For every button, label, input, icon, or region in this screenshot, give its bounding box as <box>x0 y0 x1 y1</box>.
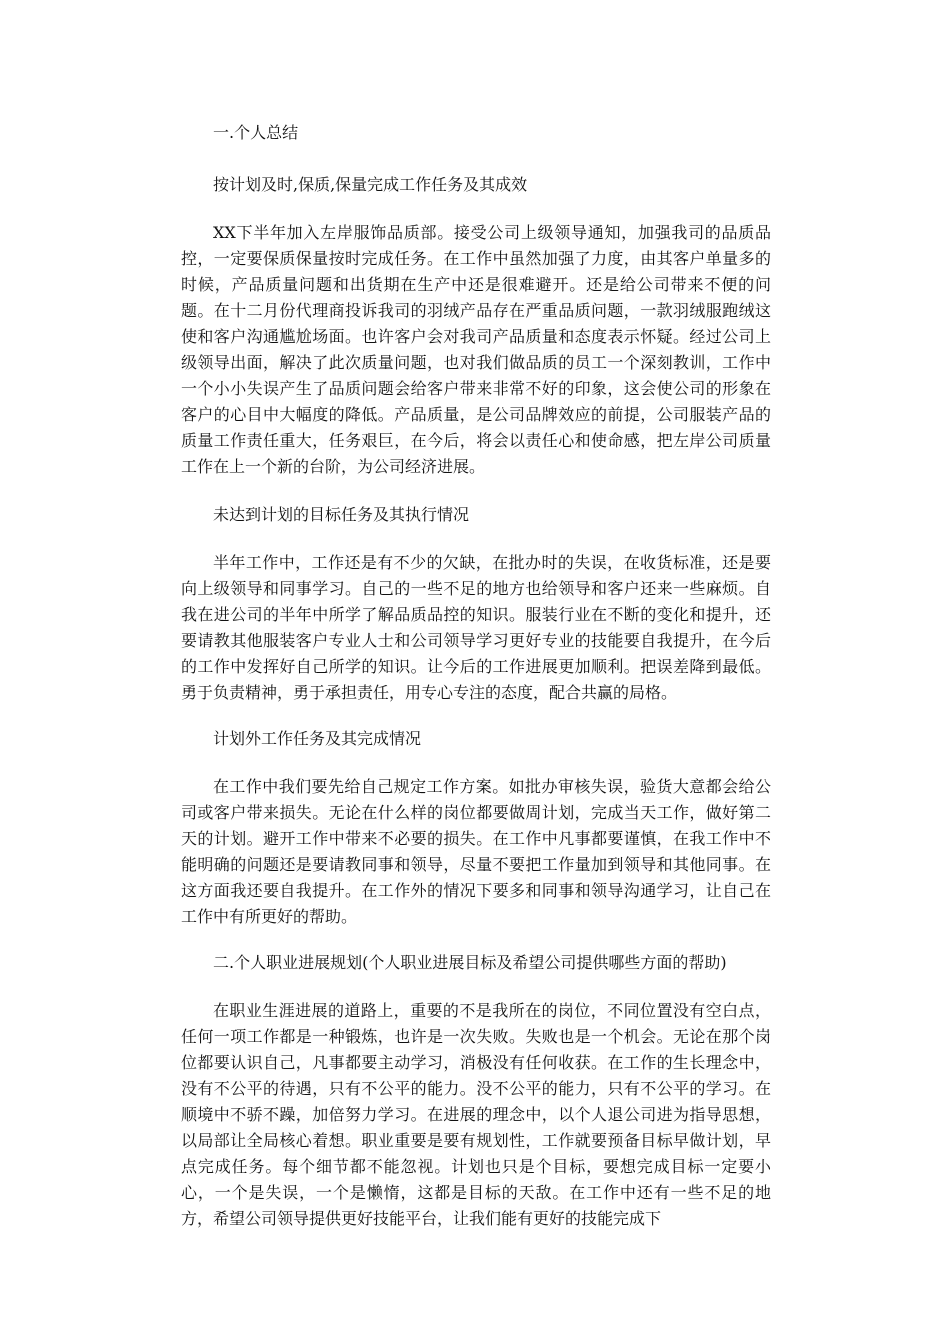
section-1-title: 一.个人总结 <box>213 123 299 142</box>
subsection-2-title: 未达到计划的目标任务及其执行情况 <box>213 505 470 524</box>
subsection-1-body: XX下半年加入左岸服饰品质部。接受公司上级领导通知，加强我司的品质品控，一定要保质保量按时完成任务。在工作中虽然加强了力度，由其客户单量多的时候，产品质量问题和出货期在生产中还是很难避开。还是给公司带来不便的问题。在十二月份代理商投诉我司的羽绒产品存在严重品质问题，一款羽绒服跑绒这使和客户沟通尴尬场面。也许客户会对我司产品质量和态度表示怀疑。经过公司上级领导出面，解决了此次质量问题，也对我们做品质的员工一个深刻教训，工作中一个小小失误产生了品质问题会给客户带来非常不好的印象，这会使公司的形象在客户的心目中大幅度的降低。产品质量，是公司品牌效应的前提，公司服装产品的质量工作责任重大，任务艰巨，在今后，将会以责任心和使命感，把左岸公司质量工作在上一个新的台阶，为公司经济进展。 <box>181 223 771 476</box>
subsection-3-title: 计划外工作任务及其完成情况 <box>213 729 422 748</box>
section-2-body: 在职业生涯进展的道路上，重要的不是我所在的岗位，不同位置没有空白点，任何一项工作都是一种锻炼，也许是一次失败。失败也是一个机会。无论在那个岗位都要认识自己，凡事都要主动学习，消极没有任何收获。在工作的生长理念中，没有不公平的待遇，只有不公平的能力。没不公平的能力，只有不公平的学习。在顺境中不骄不躁，加倍努力学习。在进展的理念中，以个人退公司进为指导思想，以局部让全局核心着想。职业重要是要有规划性，工作就要预备目标早做计划，早点完成任务。每个细节都不能忽视。计划也只是个目标，要想完成目标一定要小心，一个是失误，一个是懒惰，这都是目标的天敌。在工作中还有一些不足的地方，希望公司领导提供更好技能平台，让我们能有更好的技能完成下 <box>181 1001 771 1228</box>
section-2-title: 二.个人职业进展规划(个人职业进展目标及希望公司提供哪些方面的帮助) <box>213 953 727 972</box>
subsection-3-body: 在工作中我们要先给自己规定工作方案。如批办审核失误，验货大意都会给公司或客户带来损失。无论在什么样的岗位都要做周计划，完成当天工作，做好第二天的计划。避开工作中带来不必要的损失。在工作中凡事都要谨慎，在我工作中不能明确的问题还是要请教同事和领导，尽量不要把工作量加到领导和其他同事。在这方面我还要自我提升。在工作外的情况下要多和同事和领导沟通学习，让自己在工作中有所更好的帮助。 <box>181 777 771 926</box>
subsection-1-title: 按计划及时,保质,保量完成工作任务及其成效 <box>213 175 528 194</box>
document-page <box>181 120 771 1232</box>
subsection-2-body: 半年工作中，工作还是有不少的欠缺，在批办时的失误，在收货标准，还是要向上级领导和同事学习。自己的一些不足的地方也给领导和客户还来一些麻烦。自我在进公司的半年中所学了解品质品控的知识。服装行业在不断的变化和提升，还要请教其他服装客户专业人士和公司领导学习更好专业的技能要自我提升，在今后的工作中发挥好自己所学的知识。让今后的工作进展更加顺利。把误差降到最低。勇于负责精神，勇于承担责任，用专心专注的态度，配合共赢的局格。 <box>181 553 771 702</box>
